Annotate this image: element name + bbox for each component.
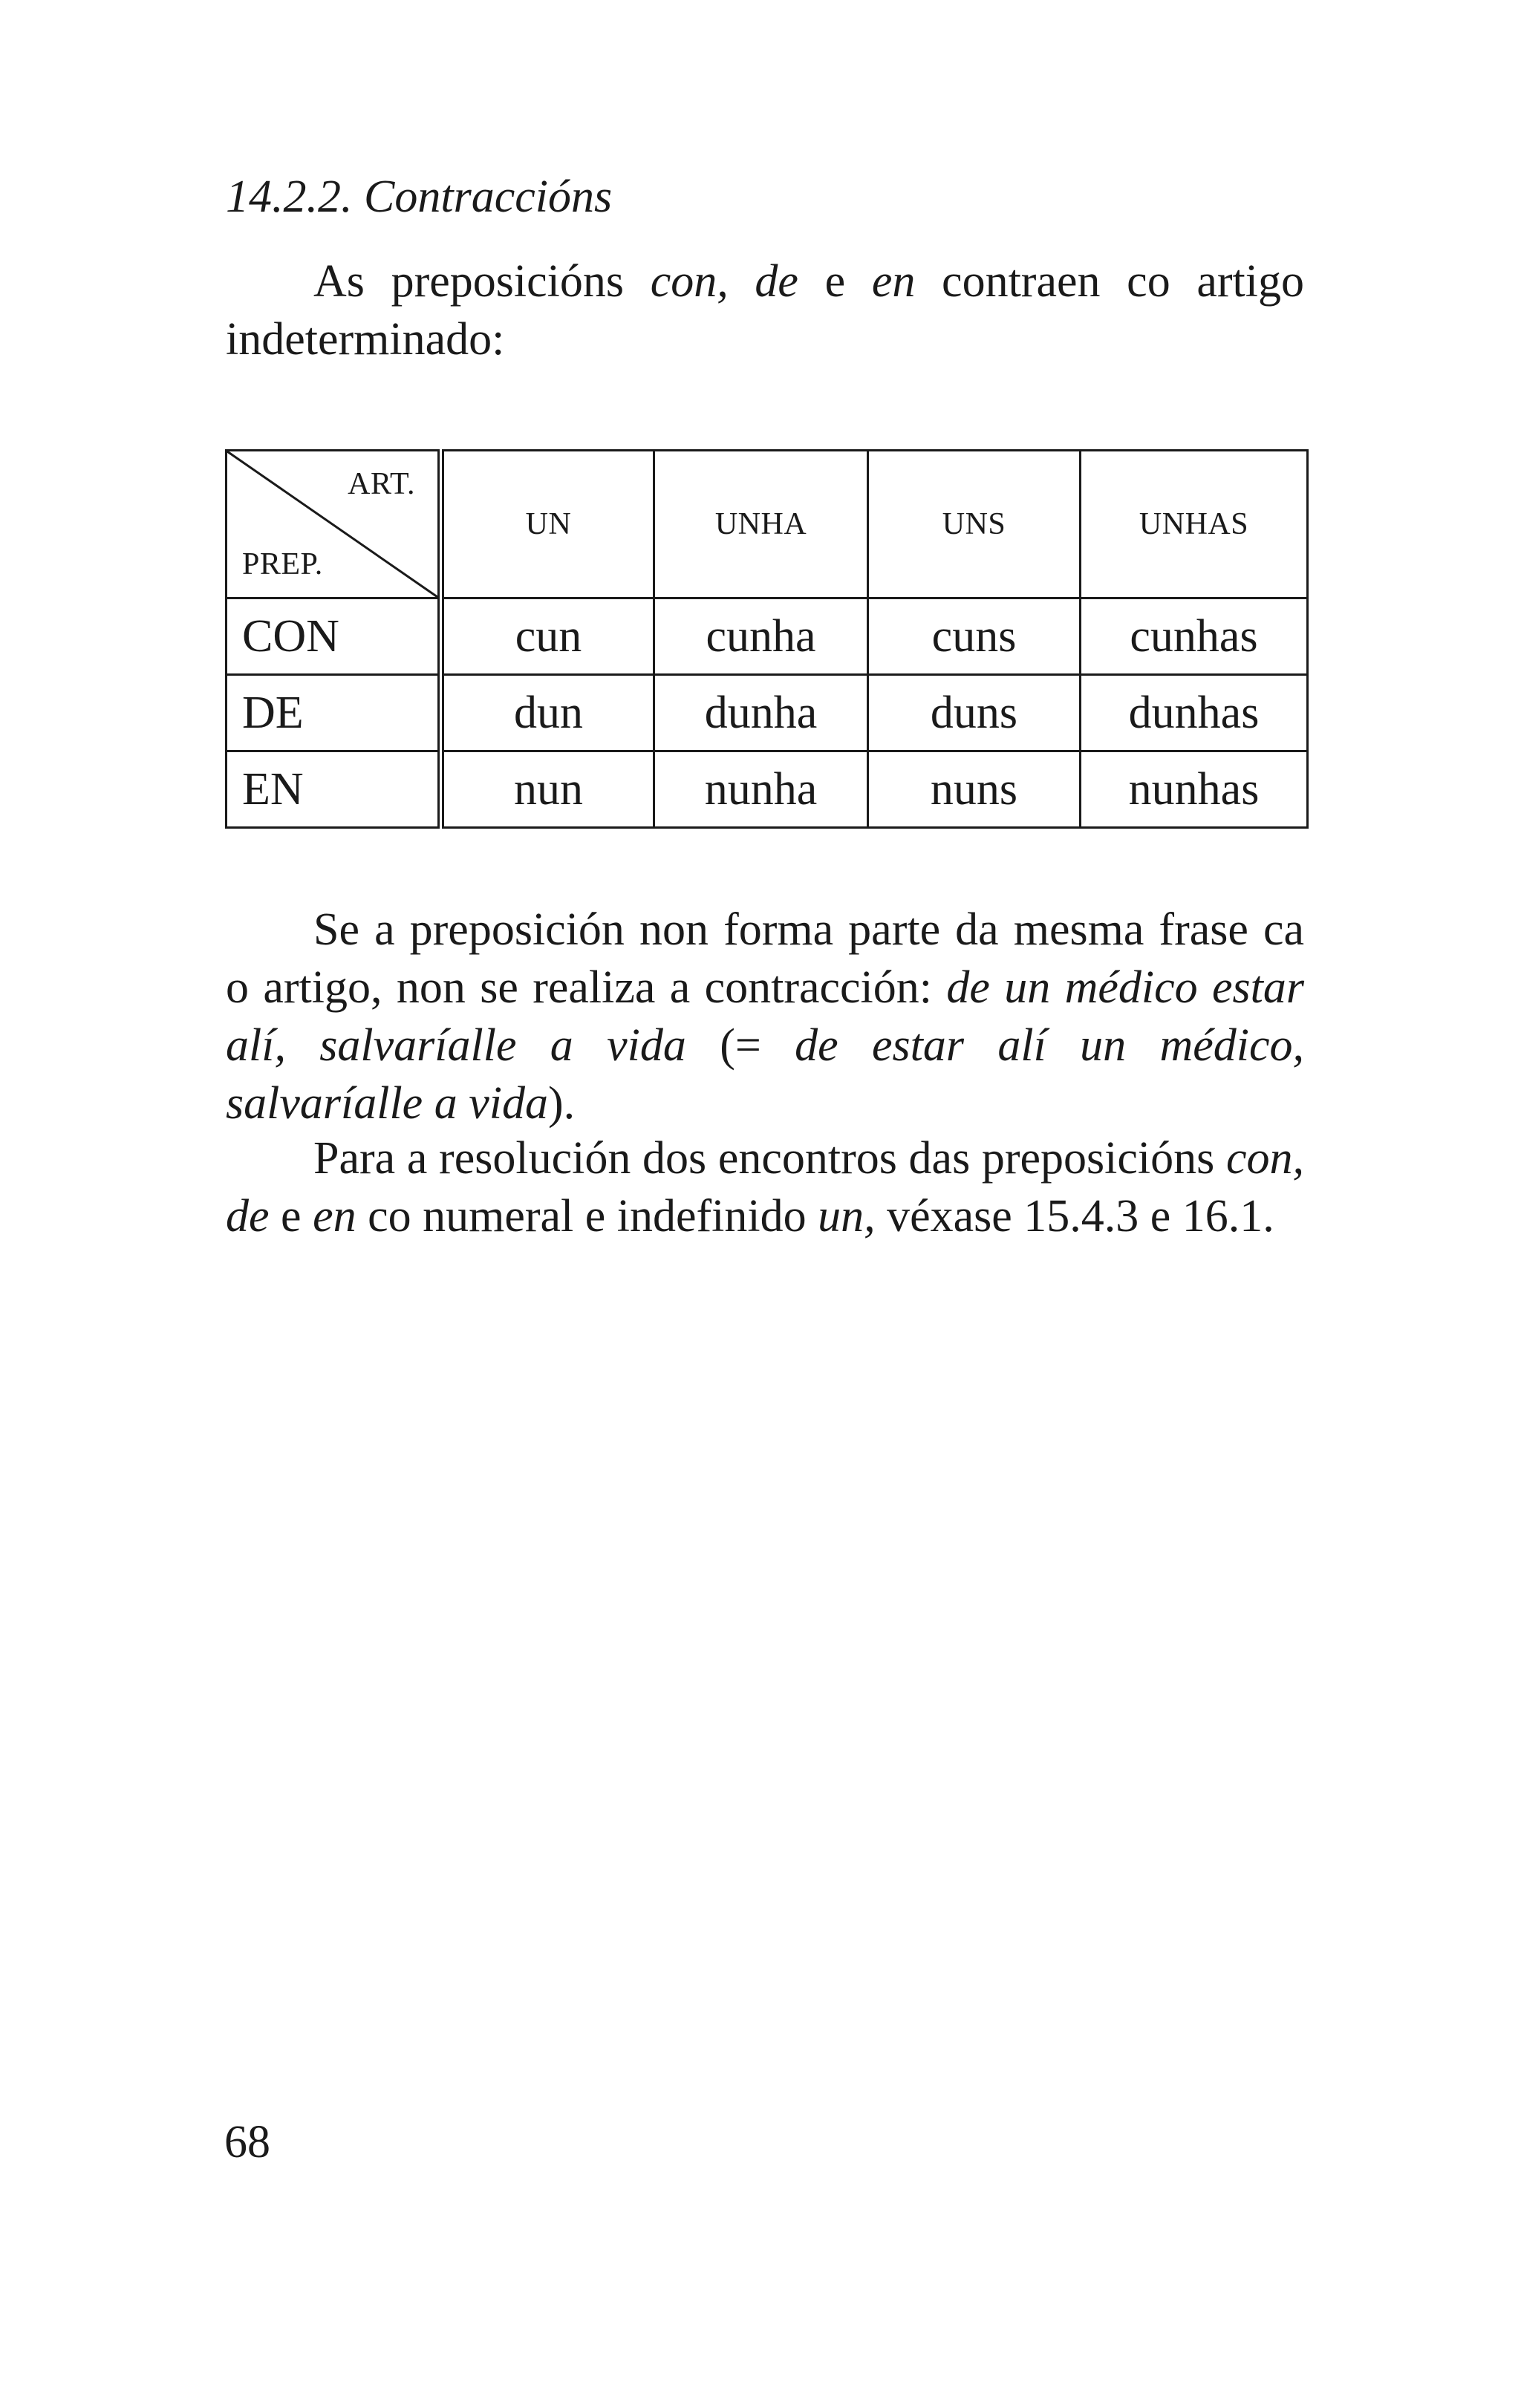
intro-text-2: e	[798, 256, 872, 307]
contraction-table-wrapper	[225, 449, 1306, 823]
column-header: UN	[441, 451, 654, 598]
page-number: 68	[224, 2117, 270, 2167]
para2-text-2: e	[269, 1191, 313, 1241]
corner-prep-label: PREP.	[242, 547, 323, 581]
paragraph-2	[226, 1129, 1304, 1245]
table-cell: cunhas	[1081, 598, 1308, 675]
table-cell: nun	[441, 751, 654, 828]
contraction-table	[225, 449, 1309, 829]
intro-italic-2: en	[871, 256, 916, 307]
column-header: UNHA	[654, 451, 868, 598]
table-row	[227, 598, 1308, 675]
table-cell: nunhas	[1081, 751, 1308, 828]
column-header: UNHAS	[1081, 451, 1308, 598]
intro-paragraph	[226, 252, 1304, 368]
paragraph-1	[226, 901, 1304, 1132]
table-row	[227, 675, 1308, 751]
table-cell: dunha	[654, 675, 868, 751]
para2-text-3: co numeral e indefinido	[356, 1191, 818, 1241]
para2-italic-1: con, de	[226, 1133, 1304, 1241]
table-cell: cunha	[654, 598, 868, 675]
row-header: CON	[227, 598, 441, 675]
table-row	[227, 751, 1308, 828]
para1-italic-2: de estar alí un médico, salvaríalle a vida	[226, 1020, 1304, 1129]
table-cell: dunhas	[1081, 675, 1308, 751]
table-cell: cuns	[868, 598, 1081, 675]
paragraph-block-1	[226, 901, 1304, 1132]
para2-italic-2: en	[313, 1191, 356, 1241]
table-cell: cun	[441, 598, 654, 675]
intro-italic-1: con, de	[650, 256, 798, 307]
paragraph-block-2	[226, 1129, 1304, 1245]
para2-text-1: Para a resolución dos encontros das preposicións	[313, 1133, 1226, 1184]
para1-italic-1: de un médico estar alí, salvaríalle a vida	[226, 962, 1304, 1071]
section-heading: 14.2.2. Contraccións	[226, 172, 613, 222]
table-cell: duns	[868, 675, 1081, 751]
table-cell: nuns	[868, 751, 1081, 828]
para1-text-1: Se a preposición non forma parte da mesma frase ca o artigo, non se realiza a contracción:	[226, 904, 1304, 1013]
row-header: DE	[227, 675, 441, 751]
table-corner-cell	[227, 451, 441, 598]
intro-text-3: contraen co artigo indeterminado:	[226, 256, 1304, 365]
para2-italic-3: un,	[818, 1191, 876, 1241]
table-header-row	[227, 451, 1308, 598]
intro-paragraph-block	[226, 252, 1304, 368]
para2-text-4: véxase 15.4.3 e 16.1.	[875, 1191, 1274, 1241]
column-header: UNS	[868, 451, 1081, 598]
intro-text-1: As preposicións	[313, 256, 651, 307]
row-header: EN	[227, 751, 441, 828]
para1-text-3: ).	[547, 1078, 576, 1129]
corner-art-label: ART.	[348, 467, 415, 501]
table-cell: nunha	[654, 751, 868, 828]
para1-text-2: (=	[685, 1020, 795, 1071]
table-cell: dun	[441, 675, 654, 751]
